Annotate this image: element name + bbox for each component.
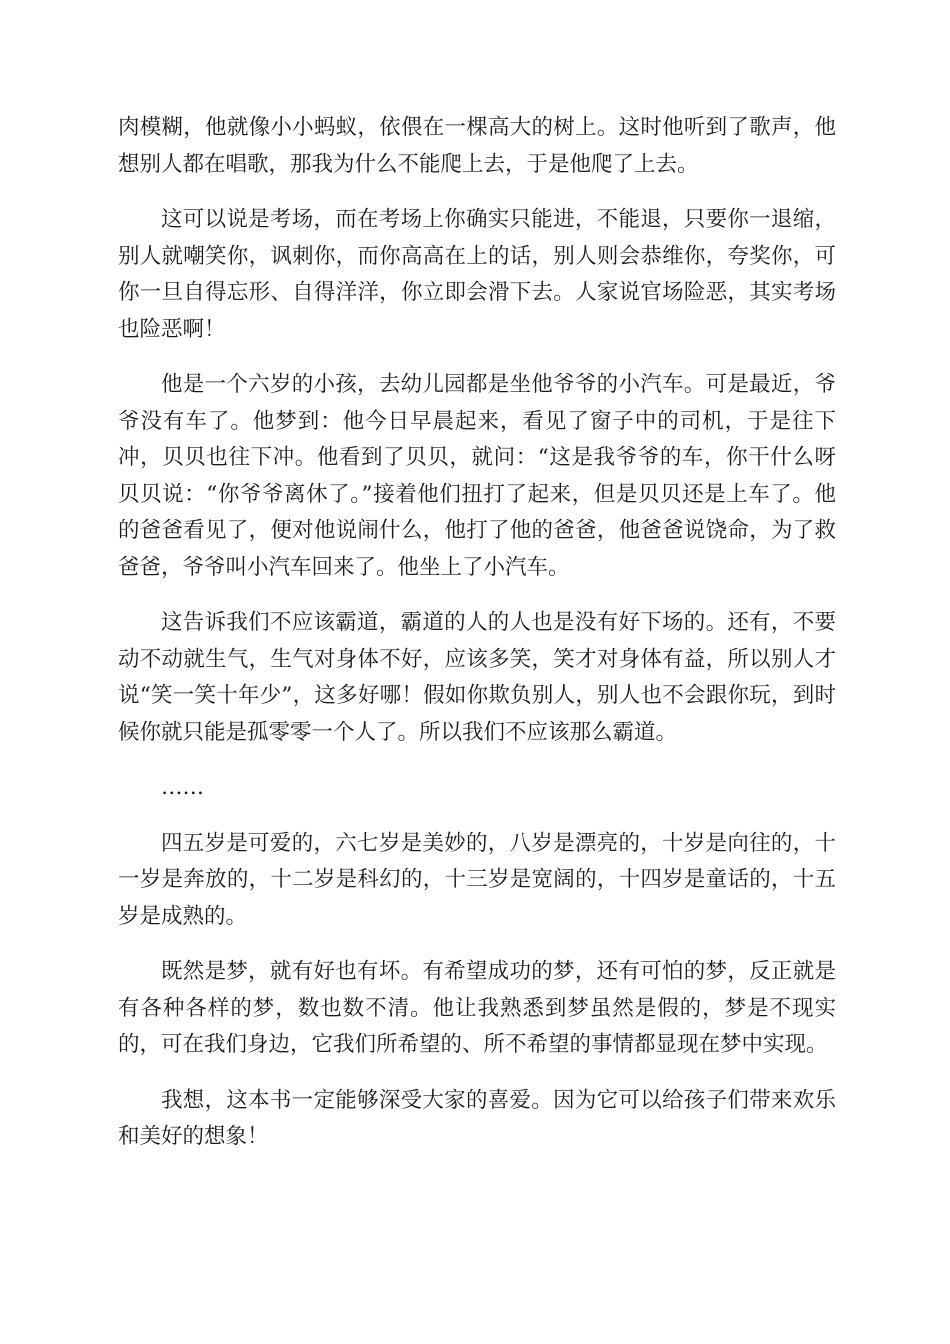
paragraph-ages: 四五岁是可爱的，六七岁是美妙的，八岁是漂亮的，十岁是向往的，十一岁是奔放的，十二岁是科幻的，十三岁是宽阔的，十四岁是童话的，十五岁是成熟的。: [118, 830, 836, 929]
paragraph-continuation: 肉模糊，他就像小小蚂蚁，依偎在一棵高大的树上。这时他听到了歌声，他想别人都在唱歌，那我为什么不能爬上去，于是他爬了上去。: [118, 115, 836, 177]
paragraph-conclusion: 我想，这本书一定能够深受大家的喜爱。因为它可以给孩子们带来欢乐和美好的想象！: [118, 1087, 836, 1149]
paragraph-exam-hall: 这可以说是考场，而在考场上你确实只能进，不能退，只要你一退缩，别人就嘲笑你，讽刺你，而你高高在上的话，别人则会恭维你，夸奖你，可你一旦自得忘形、自得洋洋，你立即会滑下去。人家说官场险恶，其实考场也险恶啊！: [118, 207, 836, 342]
paragraph-grandpa-car: 他是一个六岁的小孩，去幼儿园都是坐他爷爷的小汽车。可是最近，爷爷没有车了。他梦到：他今日早晨起来，看见了窗子中的司机，于是往下冲，贝贝也往下冲。他看到了贝贝，就问：“这是我爷爷的车，你干什么呀贝贝说：“你爷爷离休了。”接着他们扭打了起来，但是贝贝还是上车了。他的爸爸看见了，便对他说闹什么，他打了他的爸爸，他爸爸说饶命，为了救爸爸，爷爷叫小汽车回来了。他坐上了小汽车。: [118, 372, 836, 580]
paragraph-not-bossy: 这告诉我们不应该霸道，霸道的人的人也是没有好下场的。还有，不要动不动就生气，生气对身体不好，应该多笑，笑才对身体有益，所以别人才说“笑一笑十年少”，这多好哪！假如你欺负别人，别人也不会跟你玩，到时候你就只能是孤零零一个人了。所以我们不应该那么霸道。: [118, 610, 836, 745]
document-body: [118, 110, 836, 1175]
paragraph-dreams: 既然是梦，就有好也有坏。有希望成功的梦，还有可怕的梦，反正就是有各种各样的梦，数也数不清。他让我熟悉到梦虽然是假的，梦是不现实的，可在我们身边，它我们所希望的、所不希望的事情都显现在梦中实现。: [118, 959, 836, 1057]
ellipsis-separator: ……: [161, 775, 204, 800]
